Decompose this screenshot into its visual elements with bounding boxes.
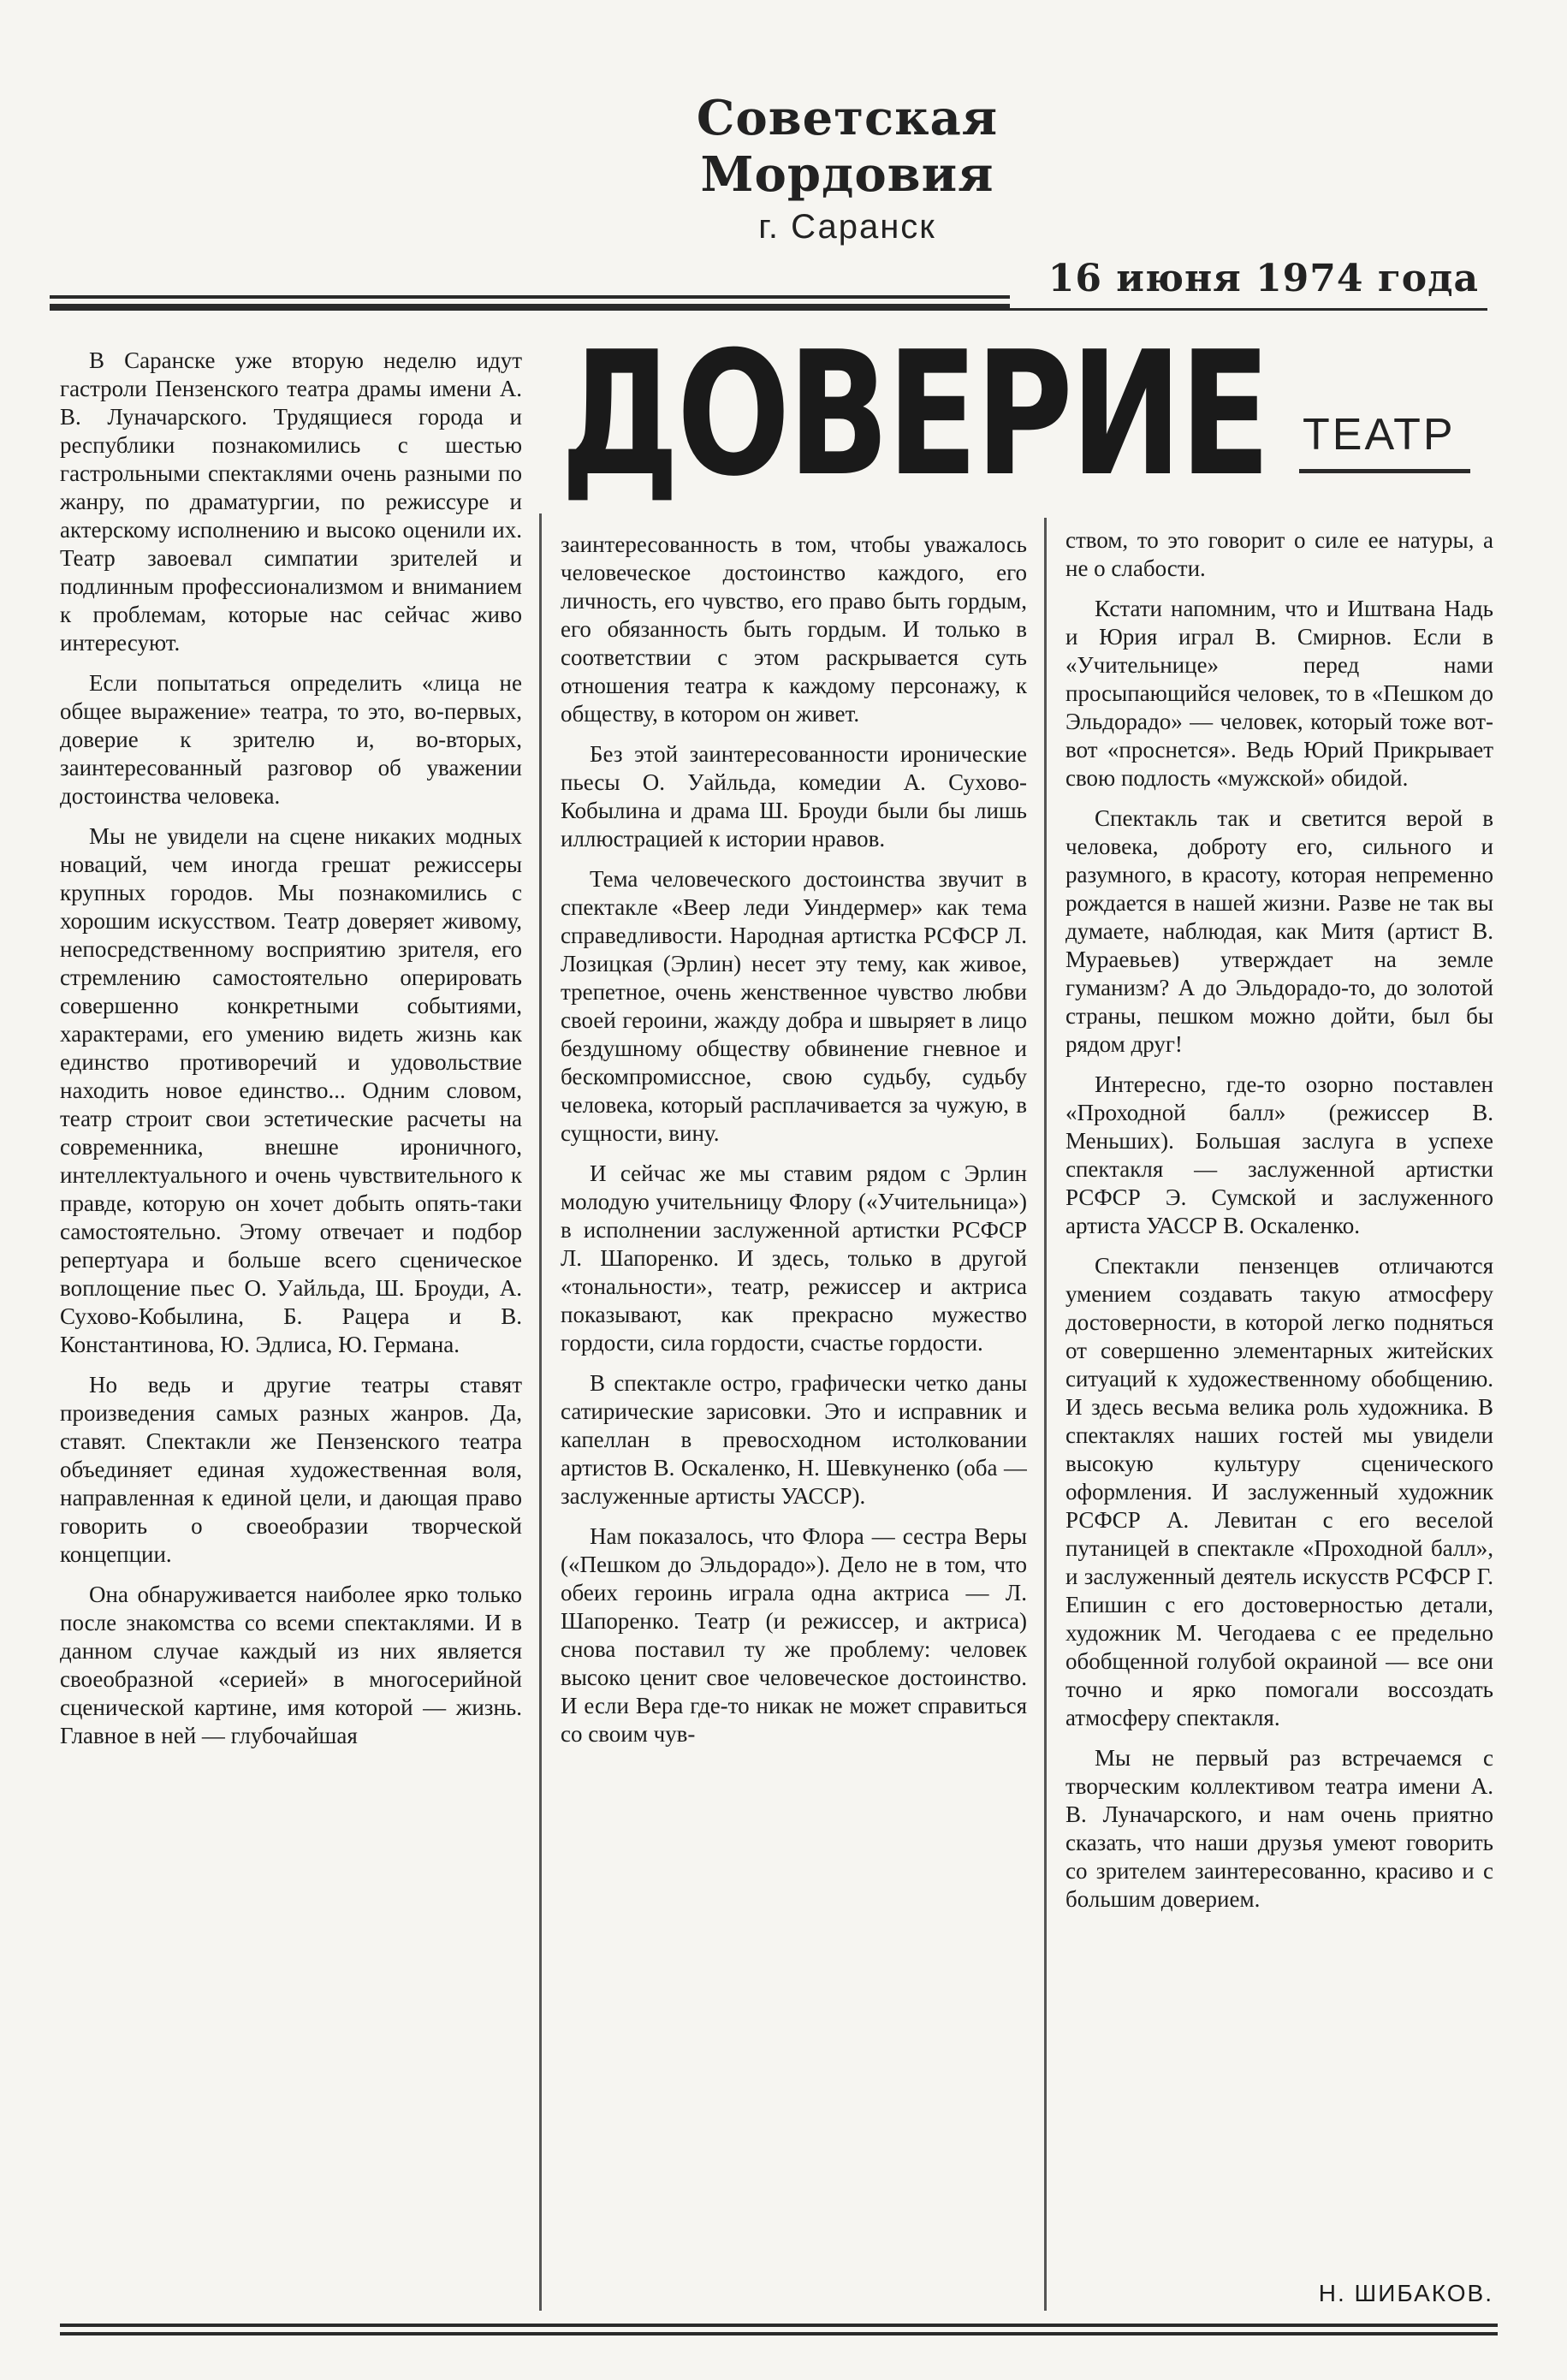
masthead xyxy=(548,90,1147,246)
paragraph: Спектакли пензенцев отличаются умением создавать такую атмосферу достоверности, в которой легко подняться от совершенно элементарных житейских ситуаций к художественному обобщению. И здесь весьма велика роль художника. В спектаклях наших гостей мы увидели высокую культуру сценического оформления. И заслуженный художник РСФСР А. Левитан с его веселой путаницей в спектакле «Проходной балл», и заслуженный деятель искусств РСФСР Г. Епишин с его достоверностью детали, художник М. Чегодаева с ее предельно обобщенной голубой окраиной — все они точно и ярко помогали воссоздать атмосферу спектакля. xyxy=(1065,1253,1493,1730)
bottom-rule-second xyxy=(60,2332,1498,2335)
paragraph: Кстати напомним, что и Иштвана Надь и Юрия играл В. Смирнов. Если в «Учительнице» перед нами просыпающийся человек, то в «Пешком до Эльдорадо» — человек, который тоже вот-вот «проснется». Ведь Юрий Прикрывает свою подлость «мужской» обидой. xyxy=(1065,596,1493,791)
article-headline: ДОВЕРИЕ xyxy=(561,315,1268,514)
article-column-3 xyxy=(1065,526,1493,2281)
bottom-rule xyxy=(60,2324,1498,2327)
paragraph: Тема человеческого достоинства звучит в спектакле «Веер леди Уиндермер» как тема справедливости. Народная артистка РСФСР Л. Лозицкая (Эрлин) несет эту тему, как живое, трепетное, очень женственное чувство любви своей героини, жажду добра и швыряет в лицо бездушному обществу обвинение гневное и бескомпромиссное, свою судьбу, судьбу человека, который расплачивается за чужую, в сущности, вину. xyxy=(561,866,1027,1146)
paragraph: И сейчас же мы ставим рядом с Эрлин молодую учительницу Флору («Учительница») в исполнении заслуженной артистки РСФСР Л. Шапоренко. И здесь, только в другой «тональности», театр, режиссер и актриса показывают, как прекрасно мужество гордости, сила гордости, счастье гордости. xyxy=(561,1160,1027,1356)
paragraph: ством, то это говорит о силе ее натуры, а не о слабости. xyxy=(1065,527,1493,581)
paragraph: Но ведь и другие театры ставят произведения самых разных жанров. Да, ставят. Спектакли же Пензенского театра объединяет единая художественная воля, направленная к единой цели, и дающая право говорить о своеобразии творческой концепции. xyxy=(60,1372,522,1567)
paragraph: заинтересованность в том, чтобы уважалось человеческое достоинство каждого, его личность, его чувство, его право быть гордым, его обязанность быть гордым. И только в соответствии с этом раскрывается суть отношения театра к каждому персонажу, к обществу, в котором он живет. xyxy=(561,531,1027,727)
article-column-2 xyxy=(561,531,1027,2315)
paragraph: Нам показалось, что Флора — сестра Веры («Пешком до Эльдорадо»). Дело не в том, что обеих героинь играла одна актриса — Л. Шапоренко. Театр (и режиссер, и актриса) снова поставил ту же проблему: человек высоко ценит свое человеческое достоинство. И если Вера где-то никак не может справиться со своим чув- xyxy=(561,1523,1027,1747)
column-separator xyxy=(1044,518,1047,2311)
newspaper-city: г. Саранск xyxy=(758,208,936,246)
paragraph: Без этой заинтересованности иронические пьесы О. Уайльда, комедии А. Сухово-Кобылина и драма Ш. Броуди были бы лишь иллюстрацией к истории нравов. xyxy=(561,741,1027,852)
article-column-1 xyxy=(60,347,522,2306)
paragraph: Интересно, где-то озорно поставлен «Проходной балл» (режиссер В. Меньших). Большая заслуга в успехе спектакля — заслуженной артистки РСФСР Э. Сумской и заслуженного артиста УАССР В. Оскаленко. xyxy=(1065,1071,1493,1238)
author-byline: Н. ШИБАКОВ. xyxy=(1318,2280,1493,2306)
paragraph: Спектакль так и светится верой в человека, доброту его, сильного и разумного, в красоту, которая непременно рождается в нашей жизни. Разве не так вы думаете, наблюдая, как Митя (артист В. Мураевьев) утверждает на земле гуманизм? А до Эльдорадо-то, до золотой страны, пешком можно дойти, был бы рядом друг! xyxy=(1065,805,1493,1057)
rubric-underline xyxy=(1299,469,1470,473)
paragraph: В Саранске уже вторую неделю идут гастроли Пензенского театра драмы имени А. В. Луначарского. Трудящиеся города и республики познакомились с шестью гастрольными спектаклями очень разными по жанру, по драматургии, по режиссуре и актерскому исполнению и высоко оценили их. Театр завоевал симпатии зрителей и подлинным профессионализмом и вниманием к проблемам, которые нас сейчас живо интересуют. xyxy=(60,347,522,656)
paragraph: Она обнаруживается наиболее ярко только после знакомства со всеми спектаклями. И в данном случае каждый из них является своеобразной «серией» в многосерийной сценической картине, имя которой — жизнь. Главное в ней — глубочайшая xyxy=(60,1582,522,1748)
paragraph: Если попытаться определить «лица не общее выражение» театра, то это, во-первых, доверие к зрителю и, во-вторых, заинтересованный разговор об уважении достоинства человека. xyxy=(60,670,522,809)
newspaper-title: Советская Мордовия xyxy=(696,90,999,203)
paragraph: Мы не увидели на сцене никаких модных новаций, чем иногда грешат режиссеры крупных городов. Мы познакомились с хорошим искусством. Театр доверяет живому, непосредственному восприятию зрителя, его стремлению самостоятельно оперировать совершенно конкретными событиями, характерами, его умению видеть жизнь как единство противоречий и удовольствие находить новое единство... Одним словом, театр строит свои эстетические расчеты на современника, внешне ироничного, интеллектуального и очень чувствительного к правде, которую он хочет добыть опять-таки самостоятельно. Этому отвечает и подбор репертуара и больше всего сценическое воплощение пьес О. Уайльда, Ш. Броуди, А. Сухово-Кобылина, Б. Рацера и В. Константинова, Ю. Эдлиса, Ю. Германа. xyxy=(60,823,522,1357)
issue-date: 16 июня 1974 года xyxy=(1010,257,1489,308)
paragraph: Мы не первый раз встречаемся с творческим коллективом театра имени А. В. Луначарского, и нам очень приятно сказать, что наши друзья умеют говорить со зрителем заинтересованно, красиво и с большим доверием. xyxy=(1065,1745,1493,1912)
paragraph: В спектакле остро, графически четко даны сатирические зарисовки. Это и исправник и капеллан в превосходном истолковании артистов В. Оскаленко, Н. Шевкуненко (оба — заслуженные артисты УАССР). xyxy=(561,1370,1027,1509)
column-separator xyxy=(539,513,542,2311)
article-rubric: ТЕАТР xyxy=(1303,410,1456,460)
